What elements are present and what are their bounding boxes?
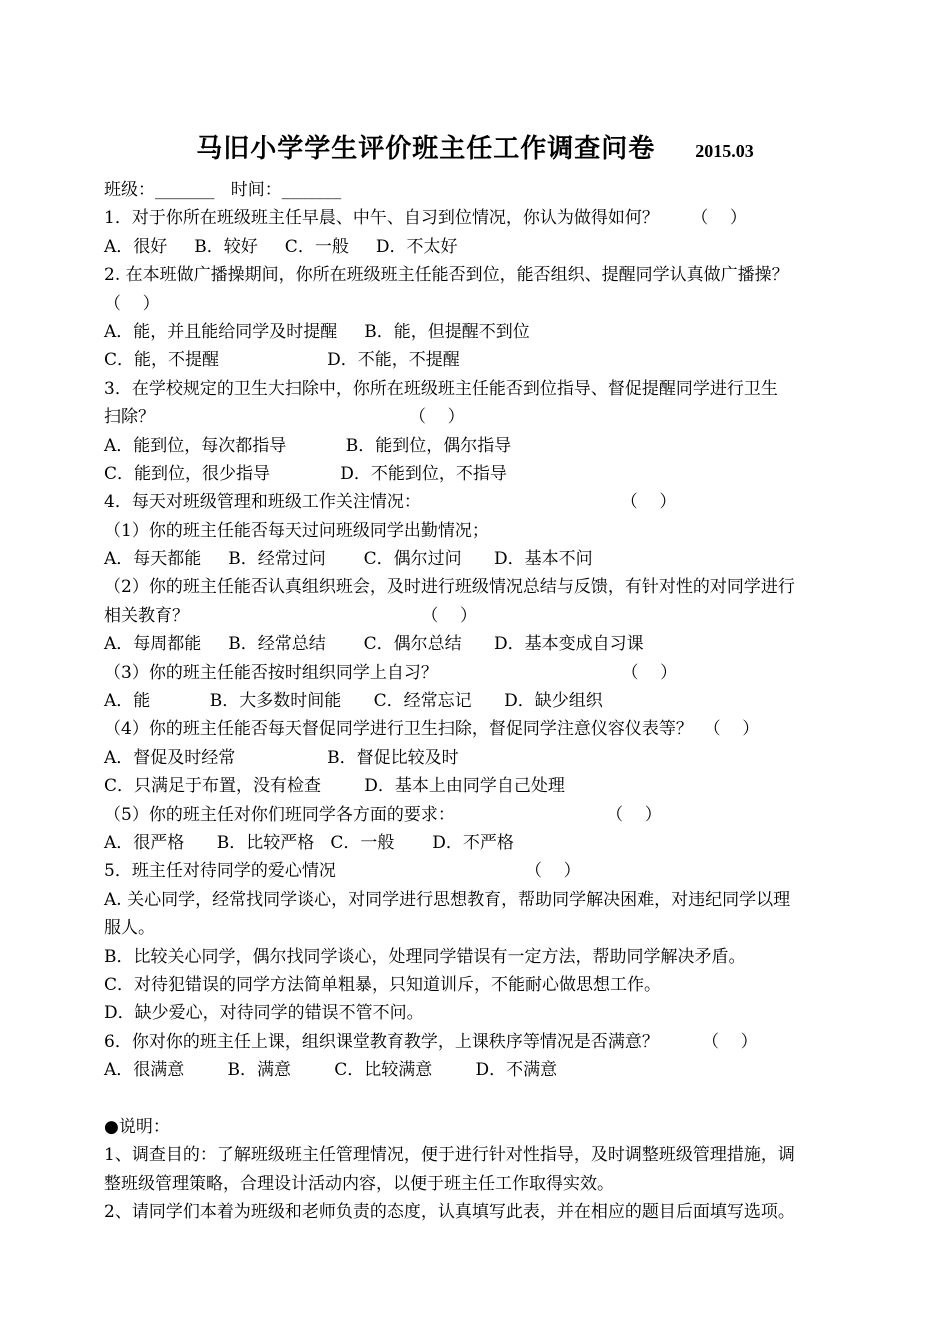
question-line: A．很严格 B．比较严格 C．一般 D．不严格 (104, 832, 514, 853)
note-line: 2、请同学们本着为班级和老师负责的态度，认真填写此表，并在相应的题目后面填写选项。 (104, 1202, 795, 1223)
question-line: A．能到位，每次都指导 B．能到位，偶尔指导 (104, 435, 512, 456)
question-line: C．能到位，很少指导 D．不能到位，不指导 (104, 463, 507, 484)
question-line: 5．班主任对待同学的爱心情况 （ ） (104, 861, 581, 882)
survey-date: 2015.03 (695, 141, 754, 161)
question-line: 3．在学校规定的卫生大扫除中，你所在班级班主任能否到位指导、督促提醒同学进行卫生 (104, 378, 778, 399)
question-line: B．比较关心同学，偶尔找同学谈心，处理同学错误有一定方法，帮助同学解决矛盾。 (104, 946, 746, 967)
question-line: 4．每天对班级管理和班级工作关注情况： （ ） (104, 492, 677, 513)
question-line: （2）你的班主任能否认真组织班会，及时进行班级情况总结与反馈，有针对性的对同学进行 (104, 577, 795, 598)
question-line: A. 关心同学，经常找同学谈心，对同学进行思想教育，帮助同学解决困难，对违纪同学以理 (104, 889, 791, 910)
question-line: C．能，不提醒 D．不能，不提醒 (104, 350, 460, 371)
question-line: A．每周都能 B．经常总结 C．偶尔总结 D．基本变成自习课 (104, 634, 644, 655)
question-line: （1）你的班主任能否每天过问班级同学出勤情况； (104, 520, 489, 541)
question-line: C．只满足于布置，没有检查 D．基本上由同学自己处理 (104, 776, 565, 797)
page-title (0, 128, 950, 165)
question-line: A．每天都能 B．经常过问 C．偶尔过问 D．基本不问 (104, 549, 593, 570)
question-line: 1．对于你所在班级班主任早晨、中午、自习到位情况，你认为做得如何？ （ ） (104, 208, 747, 229)
spacer (104, 1085, 854, 1113)
question-line: 2. 在本班做广播操期间，你所在班级班主任能否到位，能否组织、提醒同学认真做广播操？ (104, 265, 789, 286)
question-line: A．能 B．大多数时间能 C．经常忘记 D．缺少组织 (104, 691, 603, 712)
question-line: 6．你对你的班主任上课，组织课堂教育教学，上课秩序等情况是否满意？ （ ） (104, 1031, 758, 1052)
question-line: （3）你的班主任能否按时组织同学上自习？ （ ） (104, 662, 678, 683)
question-line: C．对待犯错误的同学方法简单粗暴，只知道训斥，不能耐心做思想工作。 (104, 974, 662, 995)
question-line: A．能，并且能给同学及时提醒 B．能，但提醒不到位 (104, 321, 530, 342)
question-line: （5）你的班主任对你们班同学各方面的要求： （ ） (104, 804, 662, 825)
question-line: D．缺少爱心，对待同学的错误不管不问。 (104, 1003, 424, 1024)
question-line: A．很满意 B．满意 C．比较满意 D．不满意 (104, 1060, 558, 1081)
note-line: 1、调查目的：了解班级班主任管理情况，便于进行针对性指导，及时调整班级管理措施，调 (104, 1145, 795, 1166)
question-line: 服人。 (104, 918, 155, 939)
question-line: 扫除？ （ ） (104, 407, 465, 428)
question-line: （4）你的班主任能否每天督促同学进行卫生扫除，督促同学注意仪容仪表等？ （ ） (104, 719, 760, 740)
title-text: 马旧小学学生评价班主任工作调查问卷 (196, 134, 656, 164)
question-line: 相关教育？ （ ） (104, 605, 477, 626)
question-line: A．很好 B．较好 C．一般 D．不太好 (104, 236, 458, 257)
note-line: ●说明： (104, 1116, 170, 1137)
question-line: A．督促及时经常 B．督促比较及时 (104, 747, 459, 768)
note-line: 整班级管理策略，合理设计活动内容，以便于班主任工作取得实效。 (104, 1173, 614, 1194)
question-line: 班级：_______ 时间：_______ (104, 180, 342, 200)
question-line: （ ） (104, 293, 160, 314)
questionnaire-body (104, 176, 854, 1226)
